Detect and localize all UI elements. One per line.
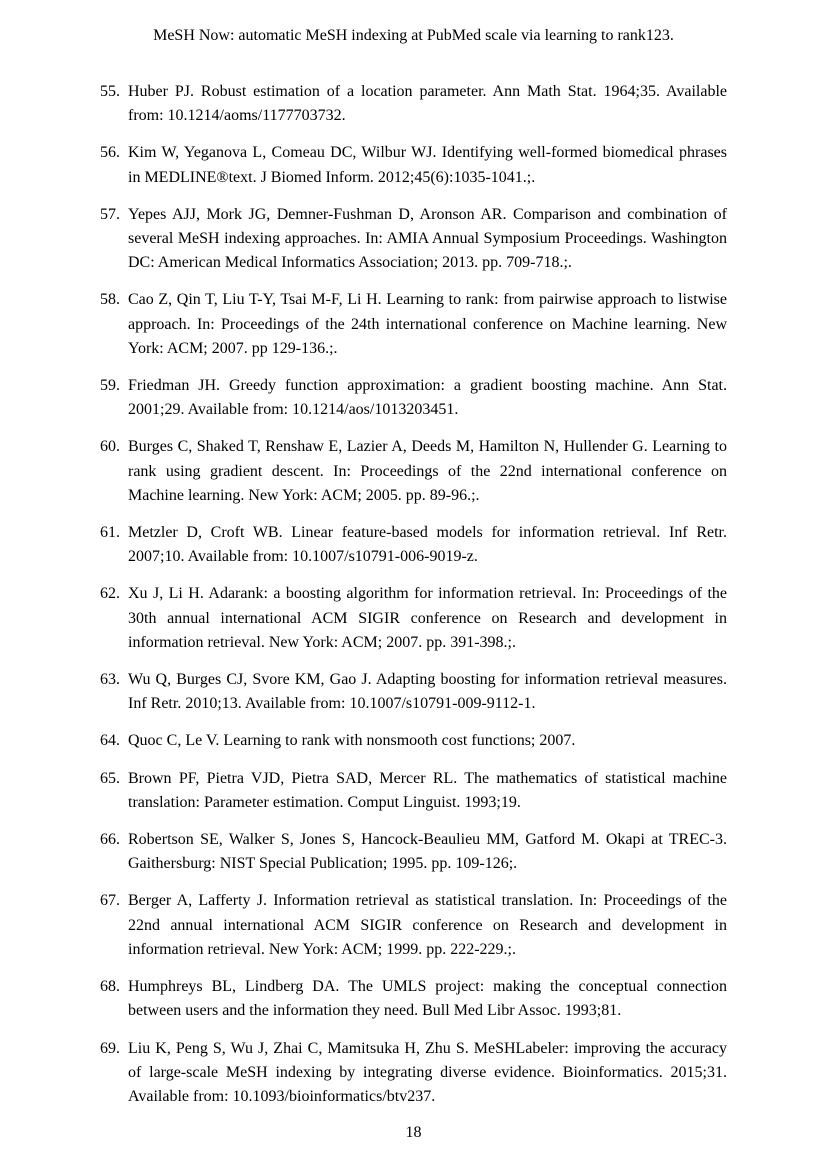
reference-number: 69. bbox=[100, 1039, 120, 1057]
reference-item bbox=[100, 141, 727, 189]
reference-number: 63. bbox=[100, 671, 120, 689]
reference-number: 64. bbox=[100, 732, 120, 750]
reference-number: 60. bbox=[100, 438, 120, 456]
reference-text: Yepes AJJ, Mork JG, Demner-Fushman D, Aronson AR. Comparison and combination of several MeSH indexing approaches. In: AMIA Annual Symposium Proceedings. Washington DC: American Medical Informatics Association; 2013. pp. 709-718.;. bbox=[128, 205, 727, 272]
reference-item bbox=[100, 80, 727, 128]
reference-item bbox=[100, 288, 727, 361]
reference-text: Cao Z, Qin T, Liu T-Y, Tsai M-F, Li H. Learning to rank: from pairwise approach to listwise approach. In: Proceedings of the 24th international conference on Machine learning. New York: ACM; 2007. pp 129-136.;. bbox=[128, 291, 727, 357]
reference-item bbox=[100, 975, 727, 1023]
reference-number: 55. bbox=[100, 83, 120, 100]
reference-number: 68. bbox=[100, 978, 120, 996]
running-header-title: MeSH Now: automatic MeSH indexing at PubMed scale via learning to rank123. bbox=[153, 27, 674, 44]
reference-text: Burges C, Shaked T, Renshaw E, Lazier A, Deeds M, Hamilton N, Hullender G. Learning to rank using gradient descent. In: Proceedings of the 22nd international conference on Machine learning. New York: ACM; 2005. pp. 89-96.;. bbox=[128, 438, 727, 504]
reference-item bbox=[100, 828, 727, 876]
reference-item bbox=[100, 435, 727, 508]
reference-number: 58. bbox=[100, 291, 120, 309]
reference-number: 65. bbox=[100, 769, 120, 787]
reference-item bbox=[100, 374, 727, 422]
reference-text: Friedman JH. Greedy function approximation: a gradient boosting machine. Ann Stat. 2001;29. Available from: 10.1214/aos/1013203451. bbox=[128, 377, 727, 419]
reference-item bbox=[100, 582, 727, 655]
reference-item bbox=[100, 668, 727, 716]
reference-item bbox=[100, 767, 727, 815]
reference-item bbox=[100, 729, 727, 753]
reference-text: Kim W, Yeganova L, Comeau DC, Wilbur WJ. Identifying well-formed biomedical phrases in MEDLINE®text. J Biomed Inform. 2012;45(6):1035-1041.;. bbox=[128, 144, 727, 186]
reference-number: 66. bbox=[100, 831, 120, 849]
reference-text: Liu K, Peng S, Wu J, Zhai C, Mamitsuka H, Zhu S. MeSHLabeler: improving the accuracy of large-scale MeSH indexing by integrating diverse evidence. Bioinformatics. 2015;31. Available from: 10.1093/bioinformatics/btv237. bbox=[128, 1039, 727, 1105]
reference-text: Quoc C, Le V. Learning to rank with nonsmooth cost functions; 2007. bbox=[128, 732, 576, 750]
reference-text: Humphreys BL, Lindberg DA. The UMLS project: making the conceptual connection between users and the information they need. Bull Med Libr Assoc. 1993;81. bbox=[128, 978, 727, 1020]
reference-number: 56. bbox=[100, 144, 120, 162]
reference-text: Xu J, Li H. Adarank: a boosting algorithm for information retrieval. In: Proceedings of the 30th annual international ACM SIGIR conference on Research and development in information retrieval. New York: ACM; 2007. pp. 391-398.;. bbox=[128, 585, 727, 651]
reference-number: 67. bbox=[100, 892, 120, 910]
reference-number: 62. bbox=[100, 585, 120, 603]
reference-number: 61. bbox=[100, 524, 120, 542]
reference-item bbox=[100, 889, 727, 962]
reference-text: Berger A, Lafferty J. Information retrieval as statistical translation. In: Proceedings of the 22nd annual international ACM SIGIR conference on Research and development in information retrieval. New York: ACM; 1999. pp. 222-229.;. bbox=[128, 892, 727, 958]
reference-text: Brown PF, Pietra VJD, Pietra SAD, Mercer RL. The mathematics of statistical machine translation: Parameter estimation. Comput Linguist. 1993;19. bbox=[128, 769, 727, 811]
reference-number: 59. bbox=[100, 377, 120, 395]
page-number: 18 bbox=[405, 1124, 422, 1141]
reference-text: Huber PJ. Robust estimation of a location parameter. Ann Math Stat. 1964;35. Available from: 10.1214/aoms/1177703732. bbox=[128, 83, 727, 125]
reference-text: Robertson SE, Walker S, Jones S, Hancock-Beaulieu MM, Gatford M. Okapi at TREC-3. Gaithersburg: NIST Special Publication; 1995. pp. 109-126;. bbox=[128, 831, 727, 873]
reference-item bbox=[100, 203, 727, 276]
reference-text: Wu Q, Burges CJ, Svore KM, Gao J. Adapting boosting for information retrieval measures. Inf Retr. 2010;13. Available from: 10.1007/s10791-009-9112-1. bbox=[128, 671, 727, 713]
reference-item bbox=[100, 1037, 727, 1110]
reference-list bbox=[100, 80, 727, 1122]
reference-text: Metzler D, Croft WB. Linear feature-based models for information retrieval. Inf Retr. 2007;10. Available from: 10.1007/s10791-006-9019-z. bbox=[128, 524, 727, 566]
reference-number: 57. bbox=[100, 205, 120, 223]
reference-item bbox=[100, 521, 727, 569]
